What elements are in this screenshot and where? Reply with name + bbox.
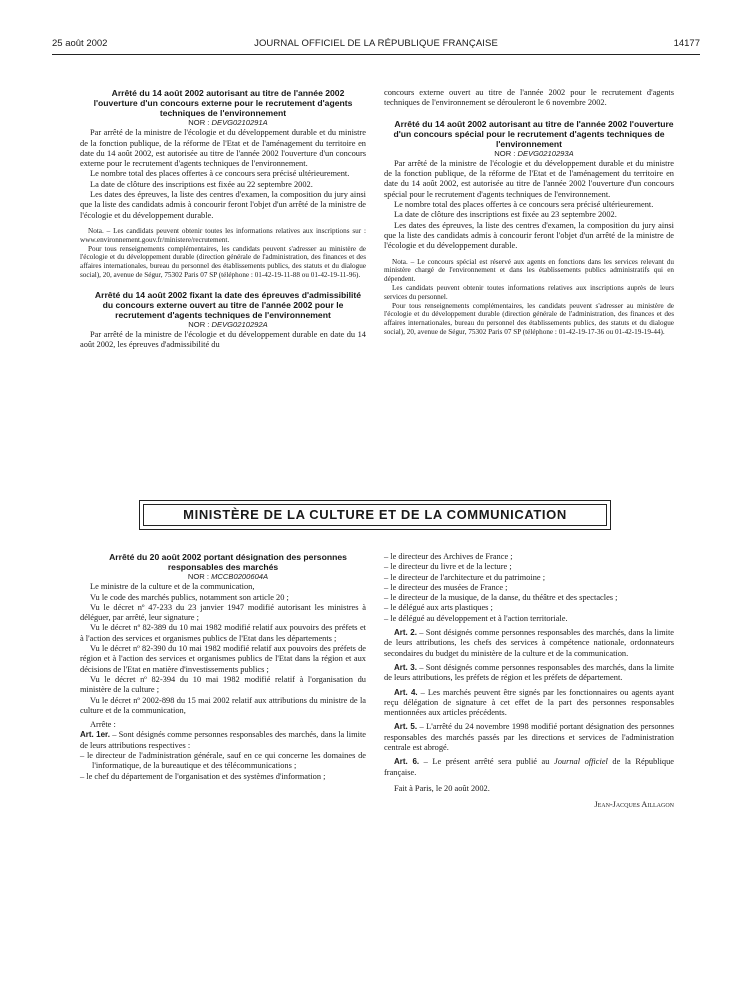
list-item: – le délégué au développement et à l'action territoriale. xyxy=(384,613,568,623)
arrete-heading: Arrête : xyxy=(90,720,116,730)
nor-reference: NOR : MCCB0200604A xyxy=(187,572,269,581)
nor-reference: NOR : DEVG0210293A xyxy=(494,148,574,158)
signature: Jean-Jacques Aillagon xyxy=(594,800,674,810)
left-top-column xyxy=(80,88,366,351)
article-paragraph: Art. 1er. – Sont désignés comme personnes responsables des marchés, dans la limite de leurs attributions respectives : xyxy=(80,730,367,750)
list-item: – le directeur des Archives de France ; xyxy=(384,552,513,561)
paragraph: Le nombre total des places offertes à ce concours sera précisé ultérieurement. xyxy=(394,200,654,210)
article-paragraph: Art. 4. – Les marchés peuvent être signés par les fonctionnaires ou agents ayant reçu délégation de signature à cet effet de la part des personnes responsables mentionnées aux articles précédents. xyxy=(384,687,675,718)
paragraph: Les dates des épreuves, la liste des centres d'examen, la composition du jury ainsi que la liste des candidats admis à concourir feront l'objet d'un arrêté de la ministre de l'écologie et du développement durable. xyxy=(80,190,366,220)
nota-paragraph: Nota. – Les candidats peuvent obtenir toutes les informations relatives aux inscriptions sur : www.environnement.gouv.fr/ministere/recrutement. xyxy=(80,226,366,244)
paragraph: Le nombre total des places offertes à ce concours sera précisé ultérieurement. xyxy=(90,169,350,179)
nota-paragraph: Pour tous renseignements complémentaires, les candidats peuvent s'adresser au ministère de l'écologie et du développement durable (direction générale de l'administration, des finances et des affaires internationales, bureau du personnel des établissements publics, des statuts et du dialogue social), 20, avenue de Ségur, 75302 Paris 07 SP (téléphone : 01-42-19-17-36 ou 01-42-19-19-44). xyxy=(384,301,674,336)
list-item: – le délégué aux arts plastiques ; xyxy=(384,603,493,613)
nota-paragraph: Pour tous renseignements complémentaires, les candidats peuvent s'adresser au ministère de l'écologie et du développement durable (direction générale de l'administration, des finances et des affaires internationales, bureau du personnel des établissements publics, des statuts et du dialogue social), 20, avenue de Ségur, 75302 Paris 07 SP (téléphone : 01-42-19-11-88 ou 01-42-19-11-96). xyxy=(80,244,366,279)
article-paragraph: Art. 6. – Le présent arrêté sera publié au Journal officiel de la République française. xyxy=(384,757,675,777)
decree-title: Arrêté du 20 août 2002 portant désignation des personnes responsables des marchés xyxy=(109,552,347,572)
fait-line: Fait à Paris, le 20 août 2002. xyxy=(394,783,490,793)
nota-paragraph: Nota. – Le concours spécial est réservé aux agents en fonctions dans les services relevant du ministère chargé de l'environnement et dans les établissements publics administratifs qui en dépendent. xyxy=(384,257,674,284)
article-paragraph: Art. 5. – L'arrêté du 24 novembre 1998 modifié portant désignation des personnes responsables des marchés passés par les directions et services de l'administration centrale est abrogé. xyxy=(384,722,675,753)
header-page-number: 14177 xyxy=(673,38,700,49)
list-item: – le directeur du livre et de la lecture ; xyxy=(384,562,512,572)
paragraph: Vu le décret nº 82-394 du 10 mai 1982 modifié relatif à l'organisation du ministère de la culture ; xyxy=(80,674,366,695)
paragraph: Vu le décret nº 2002-898 du 15 mai 2002 relatif aux attributions du ministre de la culture et de la communication, xyxy=(80,695,366,715)
nor-reference: NOR : DEVG0210291A xyxy=(188,118,268,127)
header-journal-title: JOURNAL OFFICIEL DE LA RÉPUBLIQUE FRANÇAISE xyxy=(254,38,498,49)
article-paragraph: Art. 2. – Sont désignés comme personnes responsables des marchés, dans la limite de leurs attributions, les chefs des services à compétence nationale, ordonnateurs secondaires du budget du ministère de la culture et de la communication. xyxy=(384,628,675,658)
list-item: – le directeur de la musique, de la danse, du théâtre et des spectacles ; xyxy=(384,593,618,603)
left-bottom-column xyxy=(80,552,366,782)
paragraph: Vu le code des marchés publics, notamment son article 20 ; xyxy=(90,592,289,602)
header-date: 25 août 2002 xyxy=(52,38,108,49)
page-header xyxy=(52,38,700,52)
paragraph: La date de clôture des inscriptions est fixée au 22 septembre 2002. xyxy=(90,179,313,189)
paragraph: Vu le décret nº 82-389 du 10 mai 1982 modifié relatif aux pouvoirs des préfets et à l'action des services et organismes publics de l'Etat dans les départements ; xyxy=(80,623,366,643)
ministry-banner xyxy=(139,500,611,530)
decree-title: Arrêté du 14 août 2002 fixant la date des épreuves d'admissibilité du concours externe ouvert au titre de l'année 2002 pour le recrutement d'agents techniques de l'environnement xyxy=(94,289,362,320)
nota-paragraph: Les candidats peuvent obtenir toutes informations relatives aux inscriptions auprès de leurs services du personnel. xyxy=(384,283,674,301)
header-rule xyxy=(52,54,700,55)
paragraph: Les dates des épreuves, la liste des centres d'examen, la composition du jury ainsi que la liste des candidats admis à concourir feront l'objet d'un arrêté de la ministre de l'écologie et du développement durable. xyxy=(384,220,674,251)
paragraph: Le ministre de la culture et de la communication, xyxy=(90,582,255,592)
paragraph: Par arrêté de la ministre de l'écologie et du développement durable et du ministre de la fonction publique, de la réforme de l'Etat et de l'aménagement du territoire en date du 14 août 2002, est autorisée au titre de l'année 2002 l'ouverture d'un concours spécial pour le recrutement d'agents techniques de l'environnement. xyxy=(384,158,674,199)
ministry-title: MINISTÈRE DE LA CULTURE ET DE LA COMMUNICATION xyxy=(143,504,607,526)
decree-title: Arrêté du 14 août 2002 autorisant au titre de l'année 2002 l'ouverture d'un concours externe pour le recrutement d'agents techniques de l'environnement xyxy=(93,88,353,118)
paragraph: Vu le décret nº 82-390 du 10 mai 1982 modifié relatif aux pouvoirs des préfets de région et à l'action des services et organismes publics de l'Etat dans la région et aux décisions de l'Etat en matière d'investissements publics ; xyxy=(80,644,366,674)
right-top-column xyxy=(384,88,674,337)
list-item: – le chef du département de l'organisation et des systèmes d'information ; xyxy=(80,771,326,781)
paragraph: Par arrêté de la ministre de l'écologie et du développement durable et du ministre de la fonction publique, de la réforme de l'Etat et de l'aménagement du territoire en date du 14 août 2002, est autorisée au titre de l'année 2002 l'ouverture d'un concours externe pour le recrutement d'agents techniques de l'environnement. xyxy=(80,128,366,169)
decree-title: Arrêté du 14 août 2002 autorisant au titre de l'année 2002 l'ouverture d'un concours spécial pour le recrutement d'agents techniques de l'environnement xyxy=(393,118,674,149)
paragraph: La date de clôture des inscriptions est fixée au 23 septembre 2002. xyxy=(394,210,617,220)
paragraph: Par arrêté de la ministre de l'écologie et du développement durable en date du 14 août 2002, les épreuves d'admissibilité du xyxy=(80,330,366,350)
nor-reference: NOR : DEVG0210292A xyxy=(188,319,268,329)
list-item: – le directeur de l'administration générale, sauf en ce qui concerne les domaines de l'informatique, de la bureautique et des télécommunications ; xyxy=(80,751,366,771)
paragraph: Vu le décret nº 47-233 du 23 janvier 1947 modifié autorisant les ministres à déléguer, par arrêté, leur signature ; xyxy=(80,602,366,623)
list-item: – le directeur des musées de France ; xyxy=(384,582,508,592)
article-paragraph: Art. 3. – Sont désignés comme personnes responsables des marchés, dans la limite de leurs attributions, les préfets de région et les préfets de département. xyxy=(384,662,675,683)
paragraph: concours externe ouvert au titre de l'année 2002 pour le recrutement d'agents techniques de l'environnement se dérouleront le 6 novembre 2002. xyxy=(384,88,674,108)
right-bottom-column xyxy=(384,552,674,811)
list-item: – le directeur de l'architecture et du patrimoine ; xyxy=(384,572,546,582)
